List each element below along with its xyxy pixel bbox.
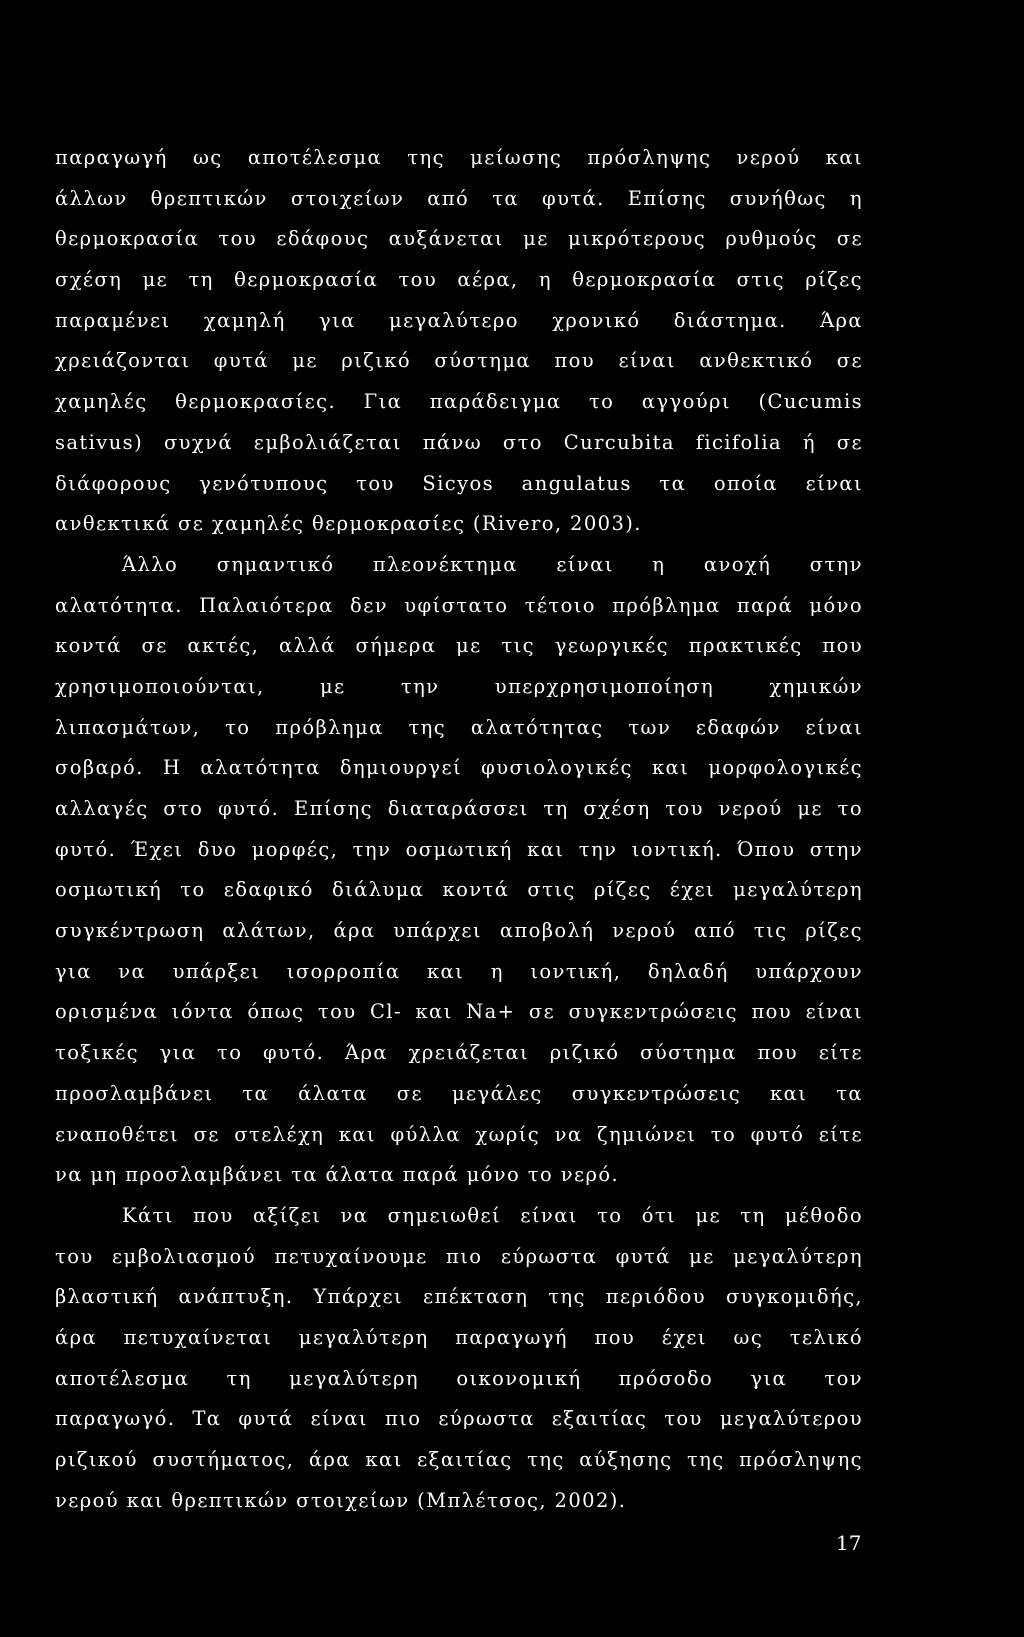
text-line: προσλαμβάνει τα άλατα σε μεγάλες συγκεντρώσεις και τα	[55, 1081, 863, 1105]
text-line: χρησιμοποιούνται, με την υπερχρησιμοποίηση χημικών	[55, 674, 863, 698]
text-line: σοβαρό. Η αλατότητα δημιουργεί φυσιολογικές και μορφολογικές	[55, 756, 863, 780]
text-line: βλαστική ανάπτυξη. Υπάρχει επέκταση της περιόδου συγκομιδής,	[55, 1285, 863, 1309]
text-line: κοντά σε ακτές, αλλά σήμερα με τις γεωργικές πρακτικές που	[55, 634, 863, 658]
text-line: αποτέλεσμα τη μεγαλύτερη οικονομική πρόσοδο για τον	[55, 1366, 863, 1390]
text-line: χαμηλές θερμοκρασίες. Για παράδειγμα το αγγούρι (Cucumis	[55, 390, 863, 414]
body-text	[55, 138, 863, 1521]
text-line: νερού και θρεπτικών στοιχείων (Μπλέτσος, 2002).	[55, 1488, 627, 1512]
text-line: sativus) συχνά εμβολιάζεται πάνω στο Curcubita ficifolia ή σε	[55, 430, 863, 454]
text-line: ανθεκτικά σε χαμηλές θερμοκρασίες (Rivero, 2003).	[55, 512, 642, 536]
text-line: άλλων θρεπτικών στοιχείων από τα φυτά. Επίσης συνήθως η	[55, 186, 863, 210]
text-line: τοξικές για το φυτό. Άρα χρειάζεται ριζικό σύστημα που είτε	[55, 1041, 863, 1065]
text-line: αλλαγές στο φυτό. Επίσης διαταράσσει τη σχέση του νερού με το	[55, 797, 863, 820]
text-line: λιπασμάτων, το πρόβλημα της αλατότητας των εδαφών είναι	[55, 715, 863, 739]
text-line: οσμωτική το εδαφικό διάλυμα κοντά στις ρίζες έχει μεγαλύτερη	[55, 878, 863, 902]
text-line: παραγωγό. Τα φυτά είναι πιο εύρωστα εξαιτίας του μεγαλύτερου	[55, 1407, 863, 1431]
text-line: εναποθέτει σε στελέχη και φύλλα χωρίς να ζημιώνει το φυτό είτε	[55, 1122, 863, 1146]
text-line: Κάτι που αξίζει να σημειωθεί είναι το ότι με τη μέθοδο	[122, 1203, 863, 1227]
text-line: να μη προσλαμβάνει τα άλατα παρά μόνο το νερό.	[55, 1163, 620, 1187]
text-line: ριζικού συστήματος, άρα και εξαιτίας της αύξησης της πρόσληψης	[55, 1448, 863, 1471]
text-line: ορισμένα ιόντα όπως του Cl- και Na+ σε συγκεντρώσεις που είναι	[55, 1000, 863, 1024]
text-line: διάφορους γενότυπους του Sicyos angulatus τα οποία είναι	[55, 471, 863, 495]
text-line: φυτό. Έχει δυο μορφές, την οσμωτική και την ιοντική. Όπου στην	[55, 837, 863, 861]
text-line: για να υπάρξει ισορροπία και η ιοντική, δηλαδή υπάρχουν	[55, 959, 863, 983]
text-line: άρα πετυχαίνεται μεγαλύτερη παραγωγή που έχει ως τελικό	[55, 1325, 863, 1349]
text-line: συγκέντρωση αλάτων, άρα υπάρχει αποβολή νερού από τις ρίζες	[55, 919, 863, 943]
text-line: σχέση με τη θερμοκρασία του αέρα, η θερμοκρασία στις ρίζες	[55, 268, 863, 292]
text-line: χρειάζονται φυτά με ριζικό σύστημα που είναι ανθεκτικό σε	[55, 349, 863, 373]
text-line: παραγωγή ως αποτέλεσμα της μείωσης πρόσληψης νερού και	[55, 146, 863, 169]
text-line: αλατότητα. Παλαιότερα δεν υφίστατο τέτοιο πρόβλημα παρά μόνο	[55, 593, 863, 617]
text-line: θερμοκρασία του εδάφους αυξάνεται με μικρότερους ρυθμούς σε	[55, 227, 863, 251]
text-line: του εμβολιασμού πετυχαίνουμε πιο εύρωστα φυτά με μεγαλύτερη	[55, 1244, 863, 1268]
page-number: 17	[836, 1531, 862, 1555]
text-line: παραμένει χαμηλή για μεγαλύτερο χρονικό διάστημα. Άρα	[55, 308, 863, 332]
text-line: Άλλο σημαντικό πλεονέκτημα είναι η ανοχή στην	[122, 552, 863, 576]
